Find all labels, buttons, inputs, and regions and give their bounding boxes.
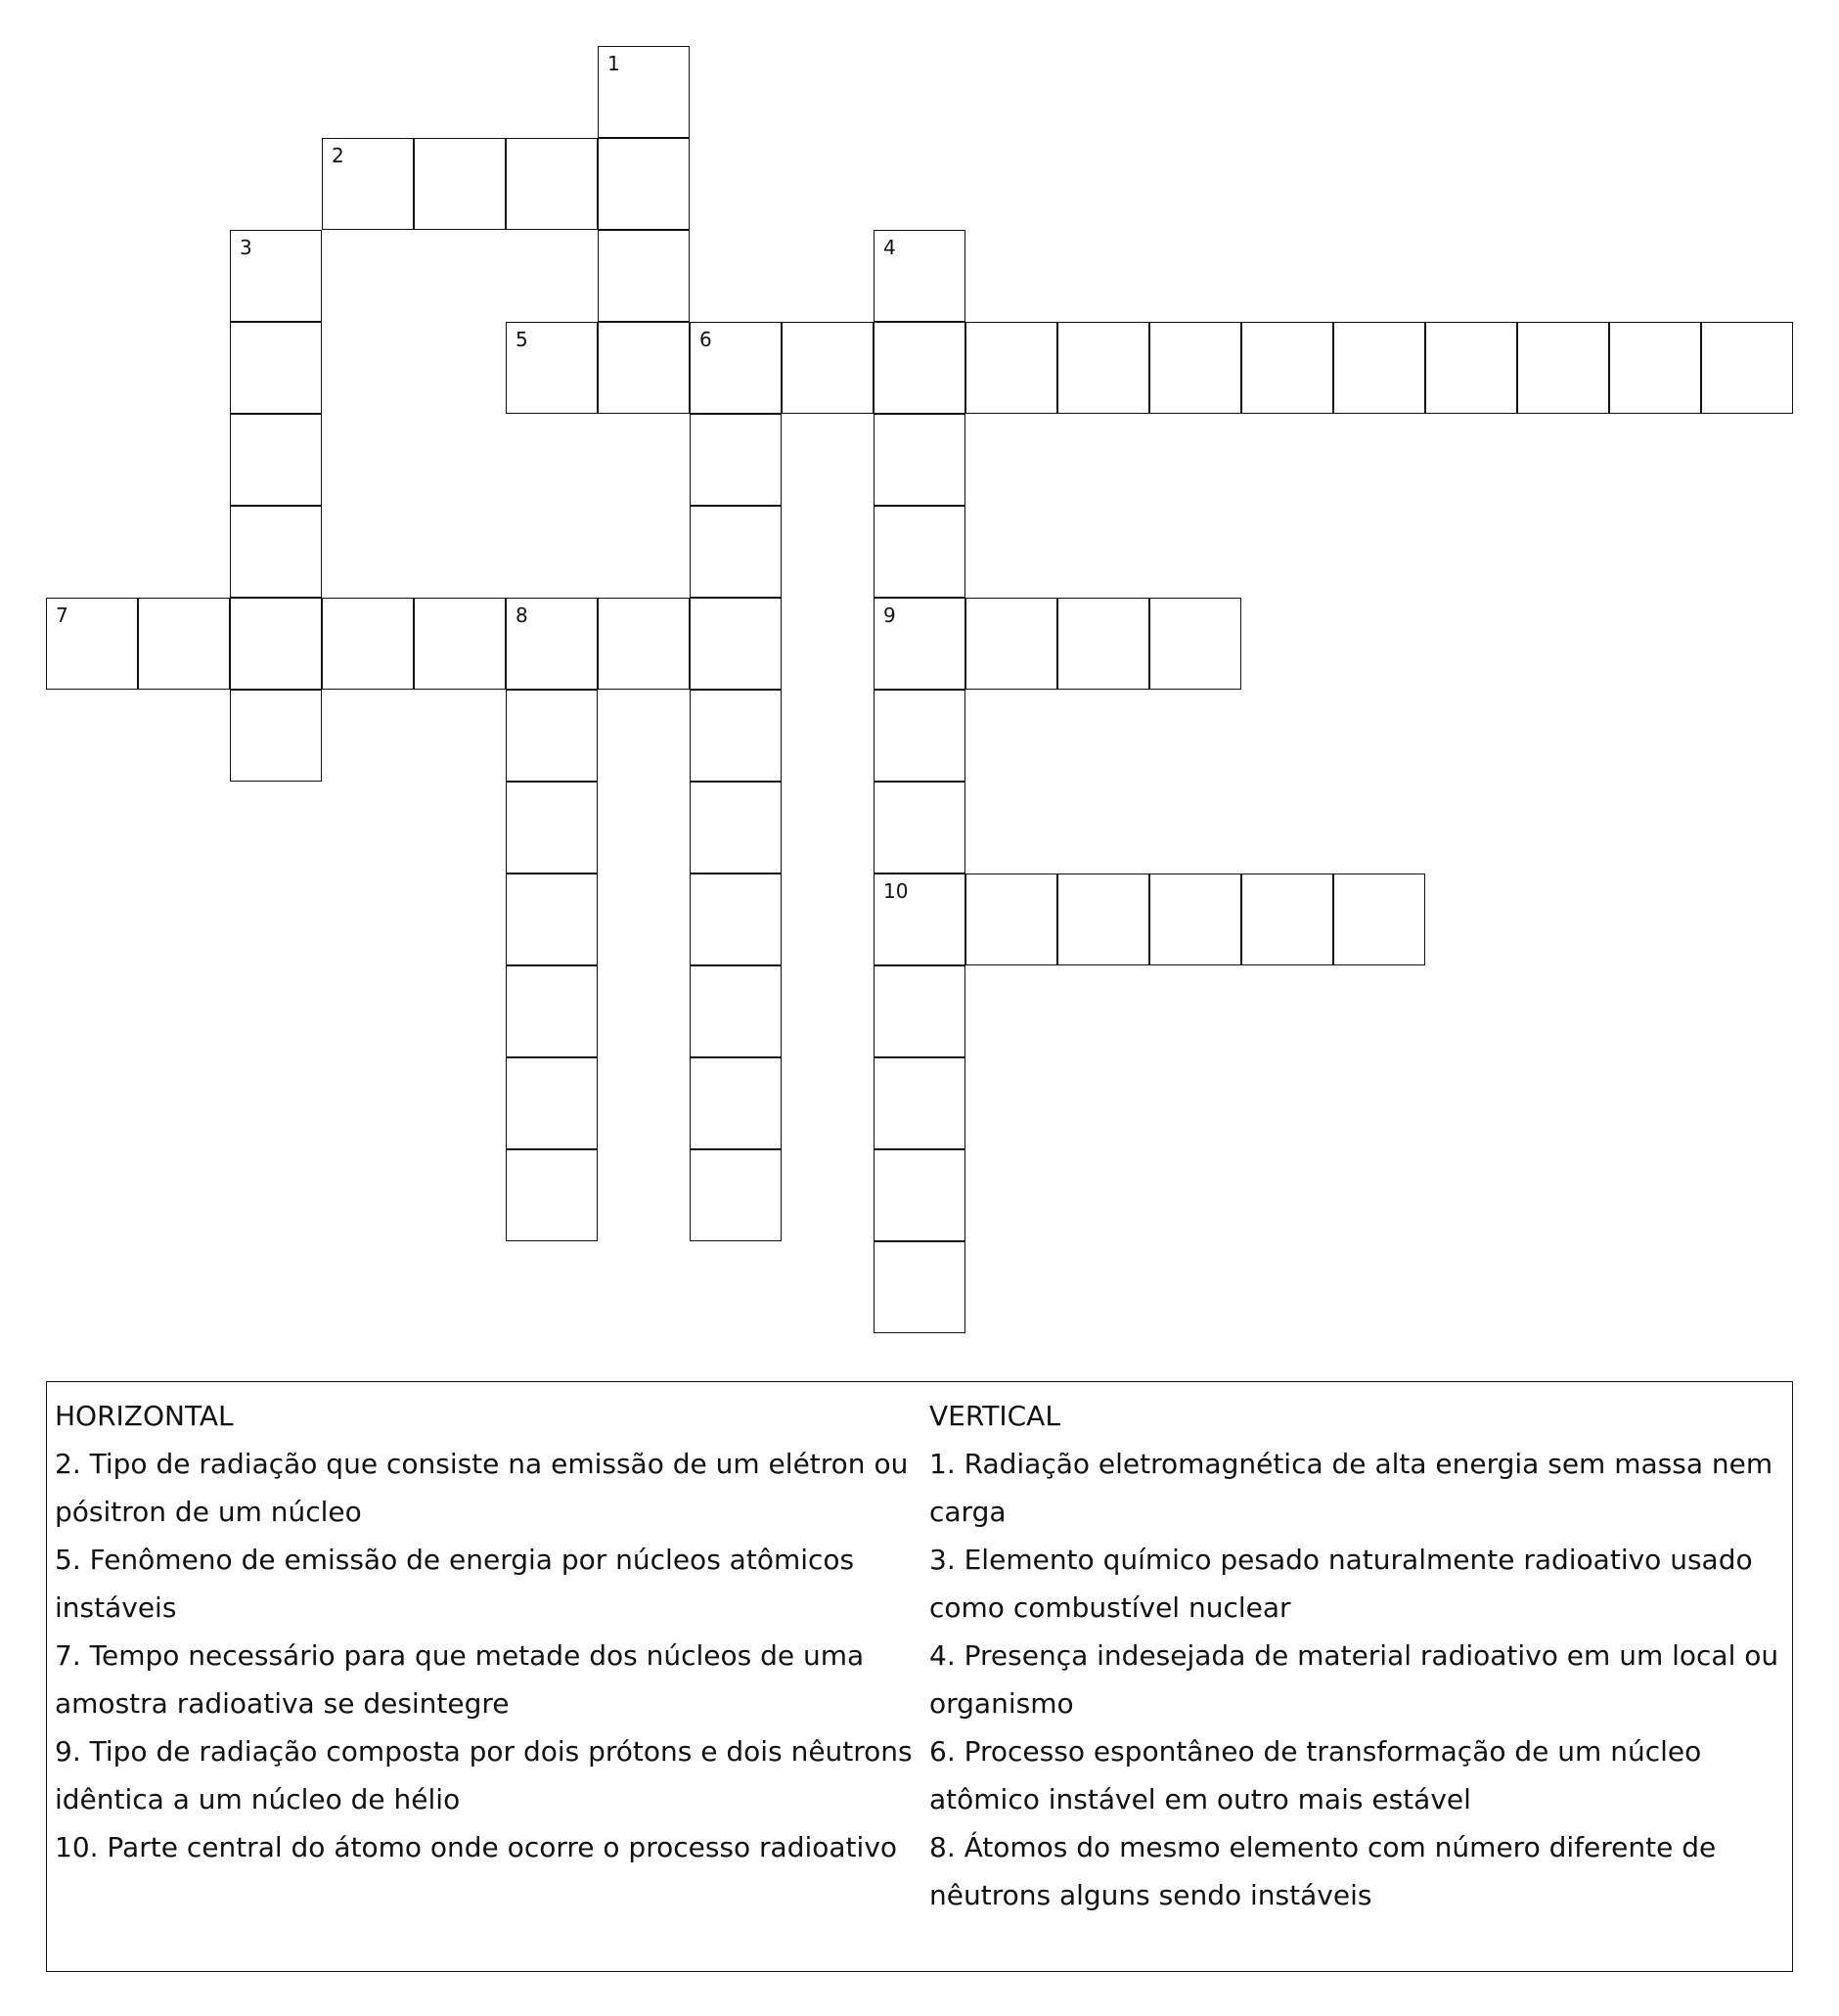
grid-cell[interactable] xyxy=(690,322,782,414)
grid-cell[interactable] xyxy=(874,1149,965,1241)
grid-cell[interactable] xyxy=(506,965,598,1057)
grid-cell[interactable] xyxy=(874,1057,965,1149)
grid-cell[interactable] xyxy=(506,1149,598,1241)
grid-cell[interactable] xyxy=(874,506,965,598)
grid-cell[interactable] xyxy=(1149,598,1241,690)
clue-horizontal-10: 10. Parte central do átomo onde ocorre o processo radioativo xyxy=(55,1831,898,1863)
grid-cell[interactable] xyxy=(1333,874,1425,965)
grid-cell[interactable] xyxy=(1057,598,1149,690)
grid-cell[interactable] xyxy=(230,414,322,506)
clue-number: 8 xyxy=(516,604,528,627)
grid-cell[interactable] xyxy=(1425,322,1517,414)
grid-cell[interactable] xyxy=(230,322,322,414)
clue-number: 3 xyxy=(240,236,252,259)
grid-cell[interactable] xyxy=(874,782,965,874)
clue-vertical-3: 3. Elemento químico pesado naturalmente radioativo usado como combustível nuclear xyxy=(929,1544,1753,1624)
grid-cell[interactable] xyxy=(690,506,782,598)
grid-cell[interactable] xyxy=(598,138,690,230)
clue-vertical-4: 4. Presença indesejada de material radioativo em um local ou organismo xyxy=(929,1639,1779,1720)
grid-cell[interactable] xyxy=(690,965,782,1057)
grid-cell[interactable] xyxy=(874,874,965,965)
grid-cell[interactable] xyxy=(230,506,322,598)
grid-cell[interactable] xyxy=(690,874,782,965)
grid-cell[interactable] xyxy=(874,598,965,690)
grid-cell[interactable] xyxy=(598,322,690,414)
grid-cell[interactable] xyxy=(1517,322,1609,414)
clue-horizontal-2: 2. Tipo de radiação que consiste na emissão de um elétron ou pósitron de um núcleo xyxy=(55,1448,909,1528)
clue-horizontal-9: 9. Tipo de radiação composta por dois prótons e dois nêutrons idêntica a um núcleo de hélio xyxy=(55,1735,913,1815)
grid-cell[interactable] xyxy=(230,690,322,782)
grid-cell[interactable] xyxy=(230,598,322,690)
grid-cell[interactable] xyxy=(874,965,965,1057)
grid-cell[interactable] xyxy=(782,322,874,414)
grid-cell[interactable] xyxy=(1701,322,1793,414)
grid-cell[interactable] xyxy=(690,414,782,506)
vertical-clues xyxy=(929,1392,1790,1919)
clue-number: 1 xyxy=(607,52,620,75)
grid-cell[interactable] xyxy=(46,598,138,690)
grid-cell[interactable] xyxy=(506,782,598,874)
grid-cell[interactable] xyxy=(506,138,598,230)
grid-cell[interactable] xyxy=(598,230,690,322)
grid-cell[interactable] xyxy=(230,230,322,322)
grid-cell[interactable] xyxy=(506,1057,598,1149)
grid-cell[interactable] xyxy=(690,598,782,690)
grid-cell[interactable] xyxy=(874,1241,965,1333)
clue-vertical-6: 6. Processo espontâneo de transformação de um núcleo atômico instável em outro mais estável xyxy=(929,1735,1702,1815)
grid-cell[interactable] xyxy=(1149,874,1241,965)
clue-number: 4 xyxy=(883,236,896,259)
clue-number: 2 xyxy=(332,144,344,167)
grid-cell[interactable] xyxy=(965,322,1057,414)
clue-number: 7 xyxy=(56,604,68,627)
grid-cell[interactable] xyxy=(874,322,965,414)
grid-cell[interactable] xyxy=(1609,322,1701,414)
clue-vertical-1: 1. Radiação eletromagnética de alta energia sem massa nem carga xyxy=(929,1448,1773,1528)
grid-cell[interactable] xyxy=(965,874,1057,965)
grid-cell[interactable] xyxy=(874,690,965,782)
grid-cell[interactable] xyxy=(414,598,506,690)
grid-cell[interactable] xyxy=(1333,322,1425,414)
grid-cell[interactable] xyxy=(506,690,598,782)
clue-number: 9 xyxy=(883,604,896,627)
clue-number: 10 xyxy=(883,879,909,903)
clues-box xyxy=(46,1381,1793,1972)
clue-number: 5 xyxy=(516,328,528,351)
grid-cell[interactable] xyxy=(965,598,1057,690)
grid-cell[interactable] xyxy=(598,46,690,138)
grid-cell[interactable] xyxy=(874,230,965,322)
grid-cell[interactable] xyxy=(506,598,598,690)
grid-cell[interactable] xyxy=(874,414,965,506)
grid-cell[interactable] xyxy=(1057,322,1149,414)
grid-cell[interactable] xyxy=(1241,322,1333,414)
clue-number: 6 xyxy=(699,328,712,351)
grid-cell[interactable] xyxy=(690,1149,782,1241)
clue-horizontal-7: 7. Tempo necessário para que metade dos núcleos de uma amostra radioativa se desintegre xyxy=(55,1639,865,1720)
clue-vertical-8: 8. Átomos do mesmo elemento com número diferente de nêutrons alguns sendo instáveis xyxy=(929,1831,1717,1911)
vertical-heading: VERTICAL xyxy=(929,1400,1060,1432)
horizontal-clues xyxy=(55,1392,916,1871)
grid-cell[interactable] xyxy=(1241,874,1333,965)
clue-horizontal-5: 5. Fenômeno de emissão de energia por núcleos atômicos instáveis xyxy=(55,1544,855,1624)
horizontal-heading: HORIZONTAL xyxy=(55,1400,234,1432)
grid-cell[interactable] xyxy=(322,138,414,230)
grid-cell[interactable] xyxy=(690,782,782,874)
grid-cell[interactable] xyxy=(598,598,690,690)
grid-cell[interactable] xyxy=(414,138,506,230)
grid-cell[interactable] xyxy=(1149,322,1241,414)
grid-cell[interactable] xyxy=(690,690,782,782)
grid-cell[interactable] xyxy=(1057,874,1149,965)
grid-cell[interactable] xyxy=(506,874,598,965)
grid-cell[interactable] xyxy=(322,598,414,690)
grid-cell[interactable] xyxy=(506,322,598,414)
grid-cell[interactable] xyxy=(690,1057,782,1149)
grid-cell[interactable] xyxy=(138,598,230,690)
